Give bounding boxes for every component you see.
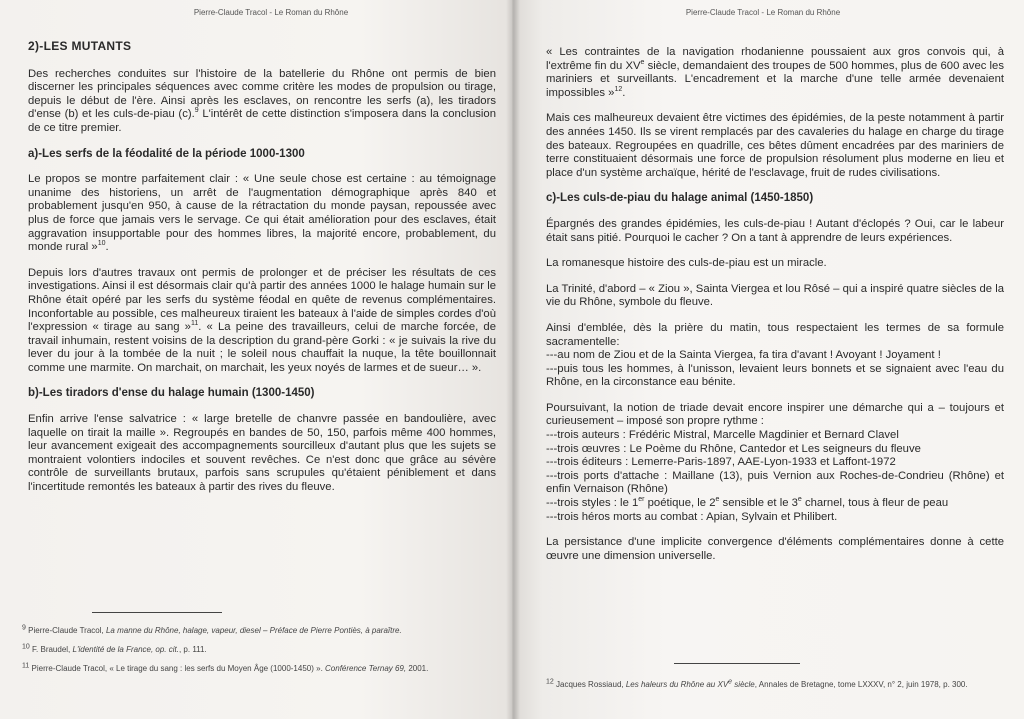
footnote-ref-12[interactable]: 12 <box>614 86 623 94</box>
footnotes-left <box>22 626 492 683</box>
paragraph-r1-text: « Les contraintes de la navigation rhodanienne poussaient aux gros convois qui, à l'extrême fin du XV <box>546 46 1004 72</box>
formula-line-1: ---au nom de Ziou et de la Sainta Viergea, fa tira d'avant ! Avoyant ! Joyament ! <box>546 349 941 362</box>
running-head-right: Pierre-Claude Tracol - Le Roman du Rhône <box>685 8 841 17</box>
footnote-number: 9 <box>22 624 26 632</box>
styles-text-b: poétique, le 2 <box>644 497 716 510</box>
list-item: ---trois auteurs : Frédéric Mistral, Marcelle Magdinier et Bernard Clavel <box>546 429 899 442</box>
formula-line-2: ---puis tous les hommes, à l'unisson, levaient leurs bonnets et se signaient avec l'eau du Rhône, en la circonstance eau bénite. <box>546 362 1004 389</box>
list-item: ---trois œuvres : Le Poème du Rhône, Cantedor et Les seigneurs du fleuve <box>546 442 921 455</box>
footnote-text: F. Braudel, <box>32 645 73 654</box>
paragraph-c1: Épargnés des grandes épidémies, les culs-de-piau ! Autant d'éclopés ? Oui, car le labeur était sans pitié. Pourquoi le cacher ? On a tant à apprendre de leurs expériences. <box>546 217 1004 244</box>
paragraph-a1-text: Le propos se montre parfaitement clair : « Une seule chose est certaine : au témoignage unanime des historiens, un arrêt de l'augmentation démographique après 840 et probablement jusqu'en 950, à cause de la rétractation du monde paysan, repoussée avec plus de force que jamais vers le servage. Ce qui était amélioration pour des esclaves, était aggravation insupportable pour des hommes libres, la majorité encore, probablement, du monde rural » <box>28 173 496 254</box>
ordinal-suffix: er <box>638 496 645 504</box>
paragraph-c2: La romanesque histoire des culs-de-piau est un miracle. <box>546 257 827 270</box>
footnotes-right <box>546 680 1004 699</box>
list-item-heroes: ---trois héros morts au combat : Apian, Sylvain et Philibert. <box>546 510 838 523</box>
section-b-heading: b)-Les tiradors d'ense du halage humain (1300-1450) <box>28 387 315 400</box>
footnote-number: 10 <box>22 643 30 651</box>
styles-text-c: sensible et le 3 <box>719 497 798 510</box>
section-c-heading: c)-Les culs-de-piau du halage animal (1450-1850) <box>546 192 814 205</box>
footnote-title: Conférence Ternay 69, <box>325 664 407 673</box>
intro-paragraph <box>28 68 496 136</box>
century-suffix: e <box>640 58 645 66</box>
footnote-number: 12 <box>546 678 554 686</box>
paragraph-r1-text-b: siècle, demandaient des troupes de 500 hommes, plus de 600 avec les mariniers et surveillants. L'encadrement et la marche d'une telle armée devenaient impossibles » <box>546 59 1004 99</box>
footnote-10 <box>22 645 492 655</box>
ordinal-suffix: e <box>715 496 720 504</box>
paragraph-a2-text: Depuis lors d'autres travaux ont permis de prolonger et de préciser les résultats de ces investigations. Ainsi il est désormais clair qu'à partir des années 1000 le halage humain sur le Rhône était opéré par les serfs du système féodal en quête de revenus complémentaires. Inconfortable au possible, ces malheureux tiraient les bateaux à l'aide de simples cordes d'où l'expression « tirage au sang » <box>28 266 496 334</box>
paragraph-c3: La Trinité, d'abord – « Ziou », Sainta Viergea et lou Rôsé – qui a inspiré quatre siècles de la vie du Rhône, symbole du fleuve. <box>546 282 1004 309</box>
paragraph-r1 <box>546 46 1004 100</box>
footnote-divider-left <box>92 612 222 613</box>
intro-text: Des recherches conduites sur l'histoire de la batellerie du Rhône ont permis de bien discerner les principales séquences avec comme critère les modes de propulsion ou tirage, depuis le début de l'ère. Ainsi après les esclaves, on rencontre les serfs (a), les tiradors d'ense (b) et les culs-de-piau (c). <box>28 67 496 121</box>
footnote-ref-11[interactable]: 11 <box>190 320 199 328</box>
footnote-12 <box>546 680 1004 690</box>
footnote-title: L'identité de la France, op. cit. <box>72 645 179 654</box>
footnote-title: Les haleurs du Rhône au XV <box>625 680 729 689</box>
footnote-11 <box>22 664 492 674</box>
styles-text-d: charnel, tous à fleur de peau <box>801 497 949 510</box>
century-suffix: e <box>728 678 733 686</box>
footnote-after: , p. 111. <box>178 645 207 654</box>
ordinal-suffix: e <box>797 496 802 504</box>
footnote-title: La manne du Rhône, halage, vapeur, diesel – Préface de Pierre Pontiès, à paraître. <box>105 626 402 635</box>
chapter-title: 2)-LES MUTANTS <box>28 39 132 53</box>
footnote-after: 2001. <box>406 664 429 673</box>
footnote-ref-10[interactable]: 10 <box>97 240 106 248</box>
running-head-left: Pierre-Claude Tracol - Le Roman du Rhône <box>193 8 349 17</box>
paragraph-r1-end: . <box>622 86 626 99</box>
list-item: ---trois ports d'attache : Maillane (13), puis Vernion aux Roches-de-Condrieu (Rhône) et enfin Vernaison (Rhône) <box>546 469 1004 496</box>
list-item-styles <box>546 497 1004 511</box>
right-page <box>512 0 1024 719</box>
paragraph-b1: Enfin arrive l'ense salvatrice : « large bretelle de chanvre passée en bandoulière, avec laquelle on tirait la maille ». Regroupés en bandes de 50, 150, parfois même 400 hommes, leur avancement exigeait des accompagnements sourcilleux d'autant plus que les sujets se montraient volontiers indociles et souvent revêches. Ce n'est donc que grâce au sévère contrôle de surveillants brutaux, parfois sans scrupules qu'étaient péniblement et dans l'incertitude remontés les bateaux à partir des rives du fleuve. <box>28 413 496 494</box>
intro-text-end: L'intérêt de cette distinction s'imposera dans la conclusion de ce titre premier. <box>28 108 496 134</box>
left-body <box>28 40 496 507</box>
right-body <box>546 46 1004 575</box>
paragraph-c4 <box>546 322 1004 390</box>
list-item: ---trois éditeurs : Lemerre-Paris-1897, AAE-Lyon-1933 et Laffont-1972 <box>546 456 896 469</box>
footnote-9 <box>22 626 492 636</box>
paragraph-r2: Mais ces malheureux devaient être victimes des épidémies, de la peste notamment à partir des années 1450. Ils se virent remplacés par des cavaleries du halage en charge du tirage des bateaux. Regroupées en quadrille, ces bêtes dûment encadrées par des mariniers de terre constituaient désormais une force de propulsion résolument plus moderne en lieu et place d'un système archaïque, hérité de l'esclavage, fruit de rudes civilisations. <box>546 112 1004 179</box>
paragraph-c5-text: Poursuivant, la notion de triade devait encore inspirer une démarche qui a – toujours et curieusement – imposé son propre rythme : <box>546 401 1004 428</box>
paragraph-a1 <box>28 173 496 255</box>
footnote-divider-right <box>674 663 800 664</box>
paragraph-a1-end: . <box>105 241 109 254</box>
styles-text-a: ---trois styles : le 1 <box>546 497 639 510</box>
footnote-text: Pierre-Claude Tracol, <box>28 626 106 635</box>
paragraph-c5 <box>546 402 1004 524</box>
paragraph-c4-text: Ainsi d'emblée, dès la prière du matin, tous respectaient les termes de sa formule sacramentelle: <box>546 321 1004 348</box>
footnote-after: , Annales de Bretagne, tome LXXXV, n° 2, juin 1978, p. 300. <box>754 680 968 689</box>
footnote-number: 11 <box>22 662 30 670</box>
paragraph-c6: La persistance d'une implicite convergence d'éléments complémentaires donne à cette œuvre une dimension universelle. <box>546 536 1004 562</box>
footnote-title-b: siècle <box>732 680 755 689</box>
paragraph-a2 <box>28 267 496 376</box>
footnote-text: Pierre-Claude Tracol, « Le tirage du sang : les serfs du Moyen Âge (1000-1450) ». <box>31 664 326 673</box>
footnote-ref-9[interactable]: 9 <box>194 107 199 115</box>
footnote-text: Jacques Rossiaud, <box>556 680 626 689</box>
section-a-heading: a)-Les serfs de la féodalité de la période 1000-1300 <box>28 147 305 160</box>
paragraph-a2-end: . « La peine des travailleurs, celui de marche forcée, de travail inhumain, restent voisins de la description du grand-père Gorki : « je suivais la rive du lever du jour à la tombée de la nuit ; le soleil nous chauffait la nuque, la tête bouillonnait comme une marmite. On marchait, on marchait, les yeux noyés de larmes et de sueur… ». <box>28 321 496 374</box>
